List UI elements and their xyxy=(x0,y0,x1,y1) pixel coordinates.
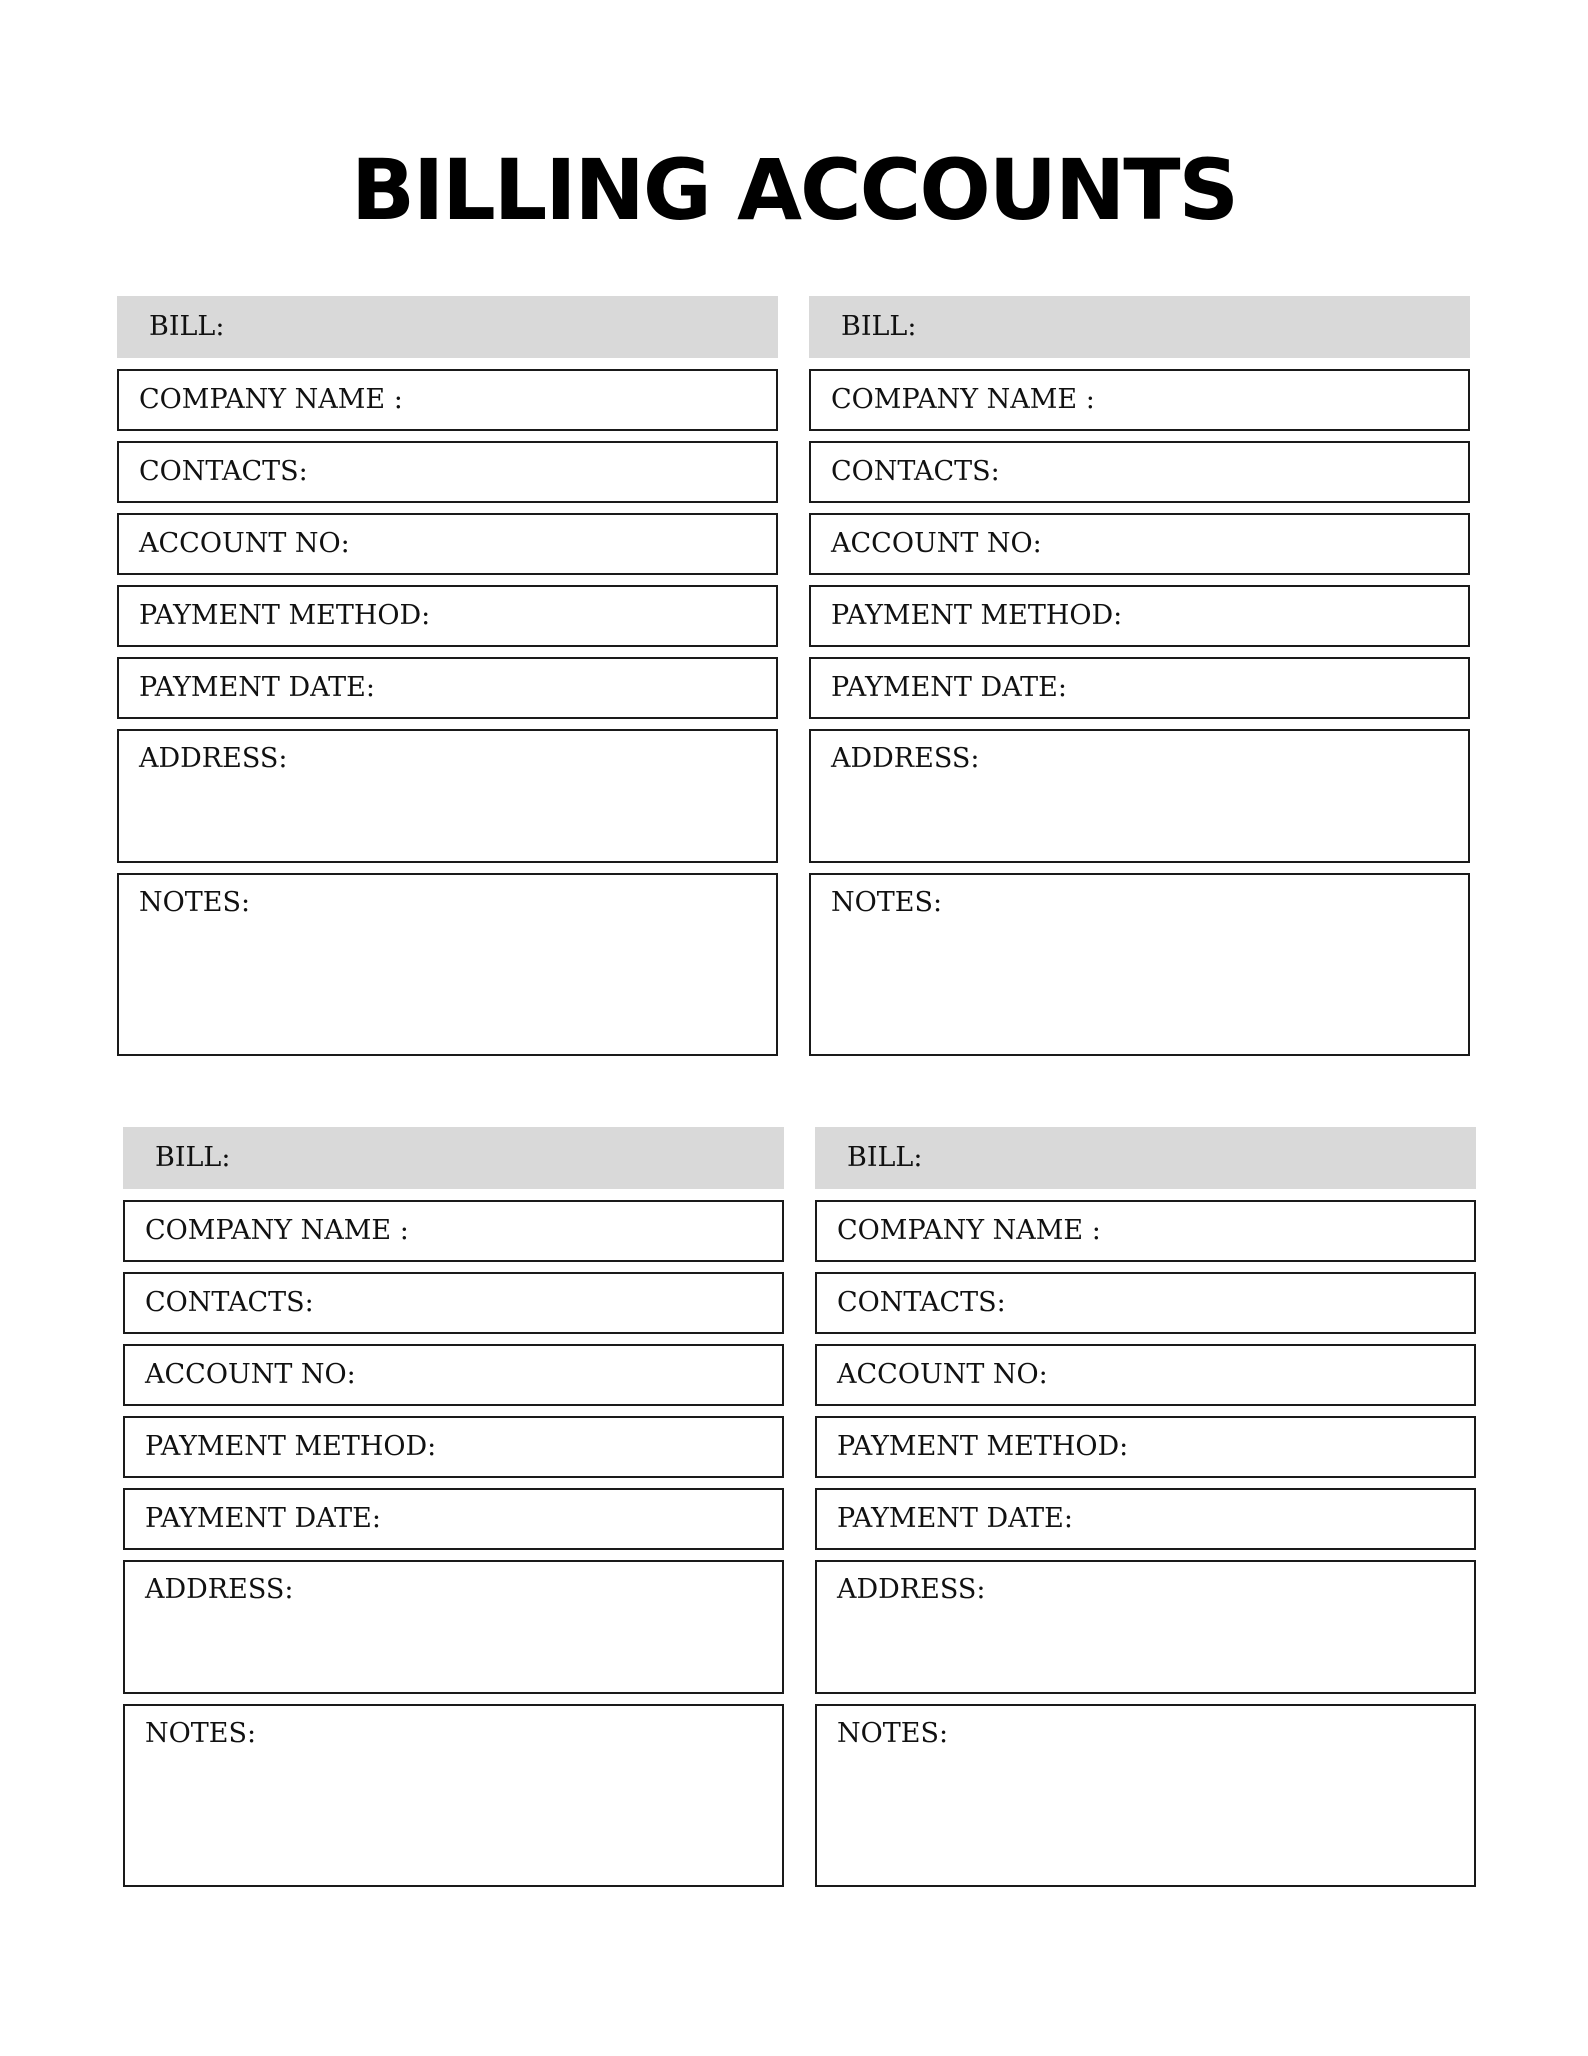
payment-date-field[interactable]: PAYMENT DATE: xyxy=(117,657,778,719)
address-field[interactable]: ADDRESS: xyxy=(809,729,1470,863)
contacts-field[interactable]: CONTACTS: xyxy=(123,1272,784,1334)
payment-method-field[interactable]: PAYMENT METHOD: xyxy=(815,1416,1476,1478)
payment-date-field[interactable]: PAYMENT DATE: xyxy=(809,657,1470,719)
contacts-field[interactable]: CONTACTS: xyxy=(815,1272,1476,1334)
address-field[interactable]: ADDRESS: xyxy=(815,1560,1476,1694)
notes-field[interactable]: NOTES: xyxy=(815,1704,1476,1887)
account-number-field[interactable]: ACCOUNT NO: xyxy=(809,513,1470,575)
payment-date-field[interactable]: PAYMENT DATE: xyxy=(815,1488,1476,1550)
payment-method-field[interactable]: PAYMENT METHOD: xyxy=(117,585,778,647)
company-name-field[interactable]: COMPANY NAME : xyxy=(809,369,1470,431)
company-name-field[interactable]: COMPANY NAME : xyxy=(815,1200,1476,1262)
payment-method-field[interactable]: PAYMENT METHOD: xyxy=(123,1416,784,1478)
company-name-field[interactable]: COMPANY NAME : xyxy=(117,369,778,431)
account-number-field[interactable]: ACCOUNT NO: xyxy=(815,1344,1476,1406)
page-title: BILLING ACCOUNTS xyxy=(350,141,1238,239)
company-name-field[interactable]: COMPANY NAME : xyxy=(123,1200,784,1262)
account-number-field[interactable]: ACCOUNT NO: xyxy=(117,513,778,575)
notes-field[interactable]: NOTES: xyxy=(123,1704,784,1887)
bill-header: BILL: xyxy=(809,296,1470,358)
address-field[interactable]: ADDRESS: xyxy=(123,1560,784,1694)
payment-method-field[interactable]: PAYMENT METHOD: xyxy=(809,585,1470,647)
bill-header: BILL: xyxy=(815,1127,1476,1189)
payment-date-field[interactable]: PAYMENT DATE: xyxy=(123,1488,784,1550)
bill-header: BILL: xyxy=(123,1127,784,1189)
bill-header: BILL: xyxy=(117,296,778,358)
notes-field[interactable]: NOTES: xyxy=(809,873,1470,1056)
notes-field[interactable]: NOTES: xyxy=(117,873,778,1056)
address-field[interactable]: ADDRESS: xyxy=(117,729,778,863)
account-number-field[interactable]: ACCOUNT NO: xyxy=(123,1344,784,1406)
contacts-field[interactable]: CONTACTS: xyxy=(809,441,1470,503)
contacts-field[interactable]: CONTACTS: xyxy=(117,441,778,503)
